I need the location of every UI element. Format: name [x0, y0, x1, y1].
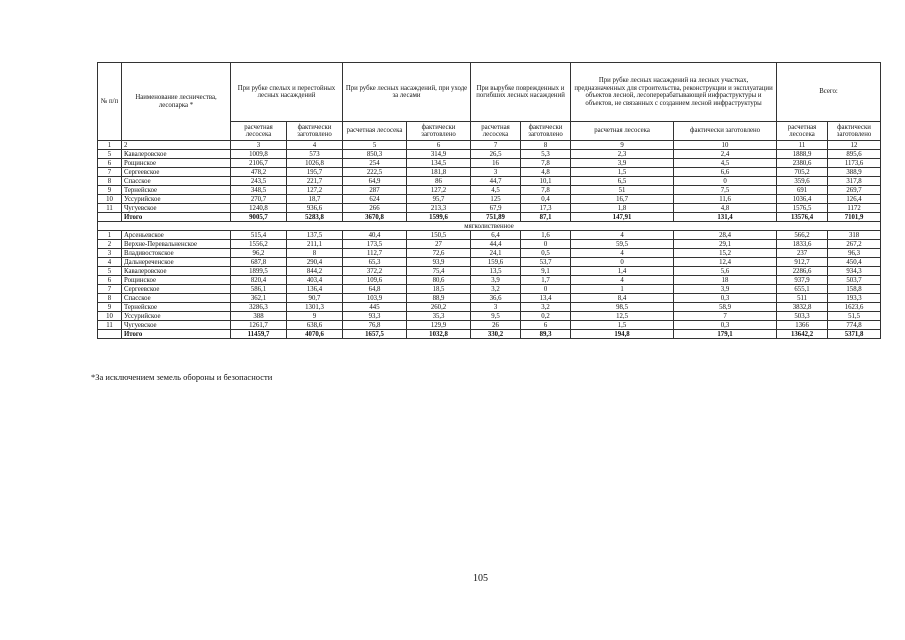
table-cell: 11 [777, 141, 828, 150]
table-cell: 8 [521, 141, 571, 150]
row-name-cell: Кавалеровское [122, 267, 231, 276]
table-cell: 0 [571, 258, 674, 267]
table-cell: 6,4 [471, 231, 521, 240]
table-cell: 137,5 [287, 231, 343, 240]
table-cell: 12 [828, 141, 881, 150]
header-group-3: При вырубке поврежденных и погибших лесных насаждений [471, 63, 571, 122]
table-cell: 1,5 [571, 168, 674, 177]
table-cell: 3,9 [471, 276, 521, 285]
table-cell: 0,5 [521, 249, 571, 258]
table-cell: 638,6 [287, 321, 343, 330]
total-row [98, 213, 881, 222]
table-cell: 10 [98, 195, 122, 204]
table-cell: 24,1 [471, 249, 521, 258]
table-cell: 515,4 [231, 231, 287, 240]
table-row [98, 150, 881, 159]
table-cell: 5 [98, 267, 122, 276]
table-cell: 159,6 [471, 258, 521, 267]
table-cell: 213,3 [407, 204, 471, 213]
table-cell: 359,6 [777, 177, 828, 186]
table-row [98, 240, 881, 249]
table-cell: 237 [777, 249, 828, 258]
table-cell: 1366 [777, 321, 828, 330]
row-name-cell: Дальнереченское [122, 258, 231, 267]
row-name-cell: Итого [122, 330, 231, 339]
section-title: мягколиственное [98, 222, 881, 231]
table-cell: 17,3 [521, 204, 571, 213]
table-cell: 9 [287, 312, 343, 321]
header-group-1: При рубке спелых и перестойных лесных насаждений [231, 63, 343, 122]
table-cell: 1833,6 [777, 240, 828, 249]
table-cell: 0 [521, 285, 571, 294]
table-cell: 29,1 [674, 240, 777, 249]
table-cell: 751,89 [471, 213, 521, 222]
table-cell: 318 [828, 231, 881, 240]
row-name-cell: Владивостокское [122, 249, 231, 258]
table-cell: 450,4 [828, 258, 881, 267]
table-cell: 98,5 [571, 303, 674, 312]
table-cell: 8 [98, 294, 122, 303]
table-cell: 16,7 [571, 195, 674, 204]
table-cell: 850,3 [343, 150, 407, 159]
table-cell: 7 [98, 168, 122, 177]
table-cell: 0 [674, 177, 777, 186]
table-cell: 51,5 [828, 312, 881, 321]
table-cell: 362,1 [231, 294, 287, 303]
table-cell: 9 [98, 303, 122, 312]
table-row [98, 231, 881, 240]
table-cell: 222,5 [343, 168, 407, 177]
table-cell: 6,5 [571, 177, 674, 186]
table-cell: 93,3 [343, 312, 407, 321]
table-cell: 624 [343, 195, 407, 204]
subheader-cell: расчетная лесосека [343, 122, 407, 141]
table-cell: 0,4 [521, 195, 571, 204]
table-cell: 15,2 [674, 249, 777, 258]
row-name-cell: Сергеевское [122, 168, 231, 177]
table-cell: 72,6 [407, 249, 471, 258]
subheader-cell: расчетная лесосека [571, 122, 674, 141]
table-body [98, 63, 881, 339]
table-cell: 2286,6 [777, 267, 828, 276]
table-cell: 12,5 [571, 312, 674, 321]
table-cell: 3 [471, 168, 521, 177]
table-cell: 2380,6 [777, 159, 828, 168]
table-row [98, 294, 881, 303]
table-cell: 1 [98, 231, 122, 240]
header-group-4: При рубке лесных насаждений на лесных участках, предназначенных для строительства, реконструкции и эксплуатации объектов лесной, лесоперерабатывающей инфраструктуры и объектов, не связанных с созданием лесной инфраструктуры [571, 63, 777, 122]
table-cell: 58,9 [674, 303, 777, 312]
table-cell: 9005,7 [231, 213, 287, 222]
table-cell: 388,9 [828, 168, 881, 177]
table-cell: 126,4 [828, 195, 881, 204]
table-cell: 1899,5 [231, 267, 287, 276]
table-cell: 9 [98, 186, 122, 195]
table-cell: 26,5 [471, 150, 521, 159]
table-cell: 330,2 [471, 330, 521, 339]
row-name-cell: Тернейское [122, 186, 231, 195]
table-cell: 5283,8 [287, 213, 343, 222]
table-cell: 3,9 [571, 159, 674, 168]
table-cell: 76,8 [343, 321, 407, 330]
table-cell: 7 [674, 312, 777, 321]
table-cell: 3,9 [674, 285, 777, 294]
header-group-2: При рубке лесных насаждений, при уходе за лесами [343, 63, 471, 122]
table-cell: 372,2 [343, 267, 407, 276]
table-cell: 13,5 [471, 267, 521, 276]
table-cell: 1,6 [521, 231, 571, 240]
table-cell: 3 [231, 141, 287, 150]
table-cell: 290,4 [287, 258, 343, 267]
table-cell: 221,7 [287, 177, 343, 186]
table-cell: 18,7 [287, 195, 343, 204]
table-cell: 4 [571, 249, 674, 258]
table-cell: 7 [471, 141, 521, 150]
table-cell: 18,5 [407, 285, 471, 294]
table-cell: 136,4 [287, 285, 343, 294]
table-cell: 503,3 [777, 312, 828, 321]
table-cell: 103,9 [343, 294, 407, 303]
table-cell: 478,2 [231, 168, 287, 177]
row-name-cell: Рощинское [122, 159, 231, 168]
table-cell: 10 [98, 312, 122, 321]
table-cell: 11459,7 [231, 330, 287, 339]
table-cell: 503,7 [828, 276, 881, 285]
table-cell: 4 [287, 141, 343, 150]
table-cell: 16 [471, 159, 521, 168]
table-cell: 1623,6 [828, 303, 881, 312]
subheader-cell: расчетная лесосека [231, 122, 287, 141]
table-cell: 3 [98, 249, 122, 258]
column-number-row [98, 141, 881, 150]
table-cell: 267,2 [828, 240, 881, 249]
row-name-cell: Арсеньевское [122, 231, 231, 240]
subheader-cell: фактически заготовлено [674, 122, 777, 141]
table-row [98, 177, 881, 186]
table-cell: 65,3 [343, 258, 407, 267]
table-cell: 1556,2 [231, 240, 287, 249]
table-cell: 87,1 [521, 213, 571, 222]
table-cell: 5 [343, 141, 407, 150]
table-cell: 4 [571, 276, 674, 285]
header-group-total: Всего: [777, 63, 881, 122]
table-cell: 11 [98, 204, 122, 213]
table-cell: 13642,2 [777, 330, 828, 339]
table-cell: 13,4 [521, 294, 571, 303]
header-num: № п/п [98, 63, 122, 141]
table-cell: 6 [98, 276, 122, 285]
table-cell: 193,3 [828, 294, 881, 303]
table-cell: 1,5 [571, 321, 674, 330]
table-cell: 35,3 [407, 312, 471, 321]
table-cell: 314,9 [407, 150, 471, 159]
table-cell: 179,1 [674, 330, 777, 339]
table-cell: 3,2 [521, 303, 571, 312]
table-cell: 195,7 [287, 168, 343, 177]
table-cell [98, 330, 122, 339]
table-cell: 147,91 [571, 213, 674, 222]
table-cell: 112,7 [343, 249, 407, 258]
table-cell: 6 [521, 321, 571, 330]
table-cell: 12,4 [674, 258, 777, 267]
table-cell: 7,5 [674, 186, 777, 195]
table-cell: 8,4 [571, 294, 674, 303]
table-cell: 820,4 [231, 276, 287, 285]
table-cell: 1173,6 [828, 159, 881, 168]
table-cell: 11 [98, 321, 122, 330]
table-cell: 2,4 [674, 150, 777, 159]
table-cell: 150,5 [407, 231, 471, 240]
table-cell: 64,9 [343, 177, 407, 186]
table-cell: 2,3 [571, 150, 674, 159]
table-cell: 127,2 [287, 186, 343, 195]
page-number: 105 [473, 573, 488, 584]
table-cell: 912,7 [777, 258, 828, 267]
table-cell: 3 [471, 303, 521, 312]
table-cell: 0,2 [521, 312, 571, 321]
table-cell: 10,1 [521, 177, 571, 186]
table-cell: 269,7 [828, 186, 881, 195]
table-cell: 1009,8 [231, 150, 287, 159]
subheader-cell: фактически заготовлено [828, 122, 881, 141]
table-row [98, 204, 881, 213]
table-row [98, 168, 881, 177]
table-cell: 1301,3 [287, 303, 343, 312]
table-cell: 93,9 [407, 258, 471, 267]
table-cell: 0,3 [674, 321, 777, 330]
table-cell: 129,9 [407, 321, 471, 330]
subheader-cell: фактически заготовлено [521, 122, 571, 141]
table-cell: 173,5 [343, 240, 407, 249]
table-cell: 3286,3 [231, 303, 287, 312]
table-cell: 18 [674, 276, 777, 285]
subheader-cell: фактически заготовлено [407, 122, 471, 141]
table-cell: 2 [98, 240, 122, 249]
total-row [98, 330, 881, 339]
row-name-cell: Спасское [122, 294, 231, 303]
table-cell: 7,8 [521, 186, 571, 195]
table-cell: 655,1 [777, 285, 828, 294]
table-cell: 1657,5 [343, 330, 407, 339]
table-row [98, 195, 881, 204]
table-cell: 1172 [828, 204, 881, 213]
table-cell: 125 [471, 195, 521, 204]
table-cell: 109,6 [343, 276, 407, 285]
table-cell: 1,7 [521, 276, 571, 285]
table-cell: 388 [231, 312, 287, 321]
table-row [98, 312, 881, 321]
table-cell: 96,2 [231, 249, 287, 258]
table-cell: 6 [407, 141, 471, 150]
table-cell: 51 [571, 186, 674, 195]
table-cell: 1032,8 [407, 330, 471, 339]
table-cell: 1599,6 [407, 213, 471, 222]
table-cell: 1261,7 [231, 321, 287, 330]
table-row [98, 267, 881, 276]
table-cell: 96,3 [828, 249, 881, 258]
table-cell [98, 213, 122, 222]
table-cell: 9,1 [521, 267, 571, 276]
table-cell: 28,4 [674, 231, 777, 240]
table-cell: 266 [343, 204, 407, 213]
table-cell: 4,8 [674, 204, 777, 213]
table-row [98, 321, 881, 330]
table-cell: 6,6 [674, 168, 777, 177]
row-name-cell: Итого [122, 213, 231, 222]
table-cell: 7,8 [521, 159, 571, 168]
table-cell: 566,2 [777, 231, 828, 240]
table-cell: 1 [571, 285, 674, 294]
table-cell: 511 [777, 294, 828, 303]
table-cell: 1,4 [571, 267, 674, 276]
table-cell: 705,2 [777, 168, 828, 177]
footnote: *За исключением земель обороны и безопасности [91, 372, 273, 382]
table-cell: 3832,8 [777, 303, 828, 312]
table-cell: 4,5 [674, 159, 777, 168]
table-cell: 0,3 [674, 294, 777, 303]
harvest-table [97, 62, 881, 339]
table-cell: 13576,4 [777, 213, 828, 222]
table-row [98, 303, 881, 312]
table-cell: 90,7 [287, 294, 343, 303]
table-cell: 158,8 [828, 285, 881, 294]
table-cell: 5371,8 [828, 330, 881, 339]
table-cell: 59,5 [571, 240, 674, 249]
row-name-cell: Уссурийское [122, 195, 231, 204]
table-cell: 86 [407, 177, 471, 186]
table-row [98, 186, 881, 195]
table-cell: 3670,8 [343, 213, 407, 222]
table-cell: 254 [343, 159, 407, 168]
table-cell: 1240,8 [231, 204, 287, 213]
table-cell: 44,7 [471, 177, 521, 186]
table-cell: 194,8 [571, 330, 674, 339]
table-cell: 8 [98, 177, 122, 186]
table-cell: 270,7 [231, 195, 287, 204]
row-name-cell: Спасское [122, 177, 231, 186]
table-cell: 1888,9 [777, 150, 828, 159]
table-cell: 936,6 [287, 204, 343, 213]
table-cell: 348,5 [231, 186, 287, 195]
table-cell: 774,8 [828, 321, 881, 330]
table-cell: 243,5 [231, 177, 287, 186]
subheader-cell: фактически заготовлено [287, 122, 343, 141]
table-cell: 895,6 [828, 150, 881, 159]
table-cell: 1,8 [571, 204, 674, 213]
table-cell: 934,3 [828, 267, 881, 276]
table-cell: 4,5 [471, 186, 521, 195]
table-cell: 5 [98, 150, 122, 159]
table-row [98, 159, 881, 168]
table-cell: 131,4 [674, 213, 777, 222]
table-cell: 211,1 [287, 240, 343, 249]
table-cell: 691 [777, 186, 828, 195]
table-row [98, 276, 881, 285]
table-cell: 573 [287, 150, 343, 159]
table-cell: 6 [98, 159, 122, 168]
table-cell: 181,8 [407, 168, 471, 177]
table-cell: 8 [287, 249, 343, 258]
table-cell: 1576,5 [777, 204, 828, 213]
table-cell: 9,5 [471, 312, 521, 321]
table-cell: 95,7 [407, 195, 471, 204]
table-cell: 134,5 [407, 159, 471, 168]
table-cell: 586,1 [231, 285, 287, 294]
table-cell: 445 [343, 303, 407, 312]
table-cell: 1026,8 [287, 159, 343, 168]
header-name: Наименование лесничества, лесопарка * [122, 63, 231, 141]
table-cell: 11,6 [674, 195, 777, 204]
table-cell: 44,4 [471, 240, 521, 249]
table-cell: 4070,6 [287, 330, 343, 339]
row-name-cell: 2 [122, 141, 231, 150]
table-cell: 67,9 [471, 204, 521, 213]
row-name-cell: Чугуевское [122, 204, 231, 213]
row-name-cell: Сергеевское [122, 285, 231, 294]
table-cell: 317,8 [828, 177, 881, 186]
table-cell: 1036,4 [777, 195, 828, 204]
table-cell: 27 [407, 240, 471, 249]
table-row [98, 249, 881, 258]
table-cell: 7 [98, 285, 122, 294]
table-cell: 287 [343, 186, 407, 195]
table-cell: 4,8 [521, 168, 571, 177]
section-title-row [98, 222, 881, 231]
row-name-cell: Уссурийское [122, 312, 231, 321]
header-row [98, 63, 881, 122]
table-cell: 88,9 [407, 294, 471, 303]
row-name-cell: Рощинское [122, 276, 231, 285]
table-cell: 687,8 [231, 258, 287, 267]
table-cell: 36,6 [471, 294, 521, 303]
table-cell: 844,2 [287, 267, 343, 276]
table-cell: 260,2 [407, 303, 471, 312]
table-cell: 89,3 [521, 330, 571, 339]
table-cell: 0 [521, 240, 571, 249]
subheader-cell: расчетная лесосека [471, 122, 521, 141]
row-name-cell: Тернейское [122, 303, 231, 312]
table-cell: 7101,9 [828, 213, 881, 222]
row-name-cell: Верхне-Перевальненское [122, 240, 231, 249]
table-row [98, 258, 881, 267]
table-cell: 4 [571, 231, 674, 240]
table-cell: 5,6 [674, 267, 777, 276]
table-cell: 40,4 [343, 231, 407, 240]
table-row [98, 285, 881, 294]
table-cell: 127,2 [407, 186, 471, 195]
table-cell: 1 [98, 141, 122, 150]
table-cell: 2106,7 [231, 159, 287, 168]
table-cell: 4 [98, 258, 122, 267]
table-cell: 10 [674, 141, 777, 150]
table-cell: 3,2 [471, 285, 521, 294]
table-cell: 80,6 [407, 276, 471, 285]
table-cell: 5,3 [521, 150, 571, 159]
row-name-cell: Кавалеровское [122, 150, 231, 159]
subheader-cell: расчетная лесосека [777, 122, 828, 141]
table-cell: 64,8 [343, 285, 407, 294]
table-cell: 9 [571, 141, 674, 150]
table-cell: 53,7 [521, 258, 571, 267]
table-cell: 403,4 [287, 276, 343, 285]
row-name-cell: Чугуевское [122, 321, 231, 330]
table-cell: 937,9 [777, 276, 828, 285]
table-cell: 26 [471, 321, 521, 330]
table-cell: 75,4 [407, 267, 471, 276]
